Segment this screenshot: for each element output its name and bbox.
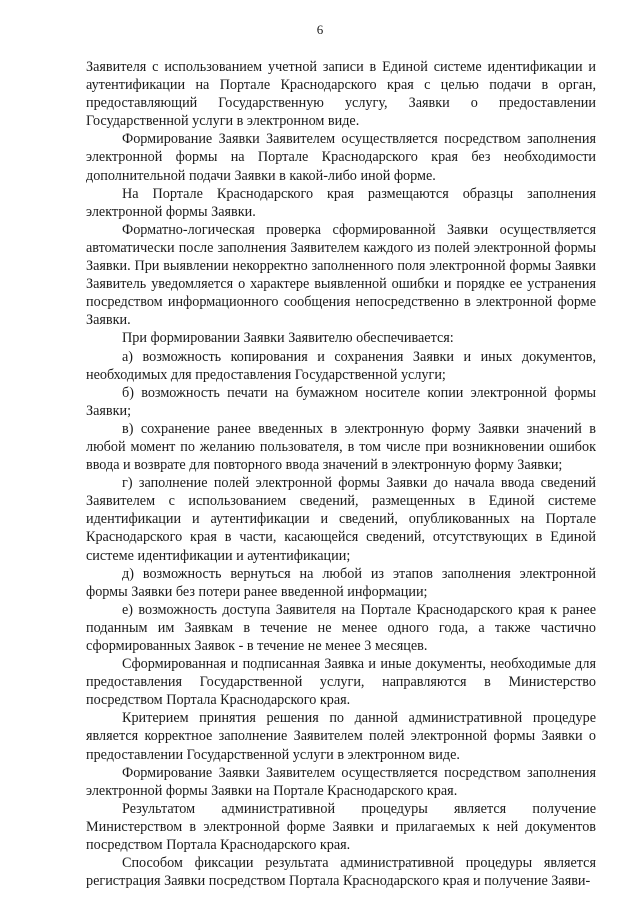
paragraph: Способом фиксации результата административной процедуры является регистрация Заявки посредством Портала Краснодарского края и получение Заяви- xyxy=(86,855,596,890)
list-item: е) возможность доступа Заявителя на Портале Краснодарского края к ранее поданным им Заявкам в течение не менее одного года, а также частично сформированных Заявок - в течение не менее 3 месяцев. xyxy=(86,601,596,654)
list-item: а) возможность копирования и сохранения Заявки и иных документов, необходимых для предоставления Государственной услуги; xyxy=(86,348,596,383)
paragraph: Сформированная и подписанная Заявка и иные документы, необходимые для предоставления Государственной услуги, направляются в Министерство посредством Портала Краснодарского края. xyxy=(86,656,596,709)
list-item: г) заполнение полей электронной формы Заявки до начала ввода сведений Заявителем с использованием сведений, размещенных в Единой системе идентификации и аутентификации и сведений, опубликованных на Портале Краснодарского края в части, касающейся сведений, отсутствующих в Единой системе идентификации и аутентификации; xyxy=(86,475,596,564)
document-body xyxy=(86,58,596,890)
list-item: в) сохранение ранее введенных в электронную форму Заявки значений в любой момент по желанию пользователя, в том числе при возникновении ошибок ввода и возврате для повторного ввода значений в электронную форму Заявки; xyxy=(86,420,596,474)
paragraph: Критерием принятия решения по данной административной процедуре является корректное заполнение Заявителем полей электронной формы Заявки о предоставлении Государственной услуги в электронном виде. xyxy=(86,710,596,763)
paragraph: На Портале Краснодарского края размещаются образцы заполнения электронной формы Заявки. xyxy=(86,185,596,220)
paragraph-continuation: Заявителя с использованием учетной записи в Единой системе идентификации и аутентификации на Портале Краснодарского края с целью подачи в орган, предоставляющий Государственную услугу, Заявки о предоставлении Государственной услуги в электронном виде. xyxy=(86,59,596,130)
paragraph: Формирование Заявки Заявителем осуществляется посредством заполнения электронной формы на Портале Краснодарского края без необходимости дополнительной подачи Заявки в какой-либо иной форме. xyxy=(86,131,596,184)
paragraph: При формировании Заявки Заявителю обеспечивается: xyxy=(122,330,454,347)
paragraph: Формирование Заявки Заявителем осуществляется посредством заполнения электронной формы Заявки на Портале Краснодарского края. xyxy=(86,764,596,799)
list-item: д) возможность вернуться на любой из этапов заполнения электронной формы Заявки без потери ранее введенной информации; xyxy=(86,565,596,600)
paragraph: Результатом административной процедуры является получение Министерством в электронной форме Заявки и прилагаемых к ней документов посредством Портала Краснодарского края. xyxy=(86,800,596,854)
page-number: 6 xyxy=(316,22,324,37)
paragraph: Форматно-логическая проверка сформированной Заявки осуществляется автоматически после заполнения Заявителем каждого из полей электронной формы Заявки. При выявлении некорректно заполненного поля электронной формы Заявки Заявитель уведомляется о характере выявленной ошибки и порядке ее устранения посредством информационного сообщения непосредственно в электронной форме Заявки. xyxy=(86,221,596,329)
list-item: б) возможность печати на бумажном носителе копии электронной формы Заявки; xyxy=(86,384,596,419)
